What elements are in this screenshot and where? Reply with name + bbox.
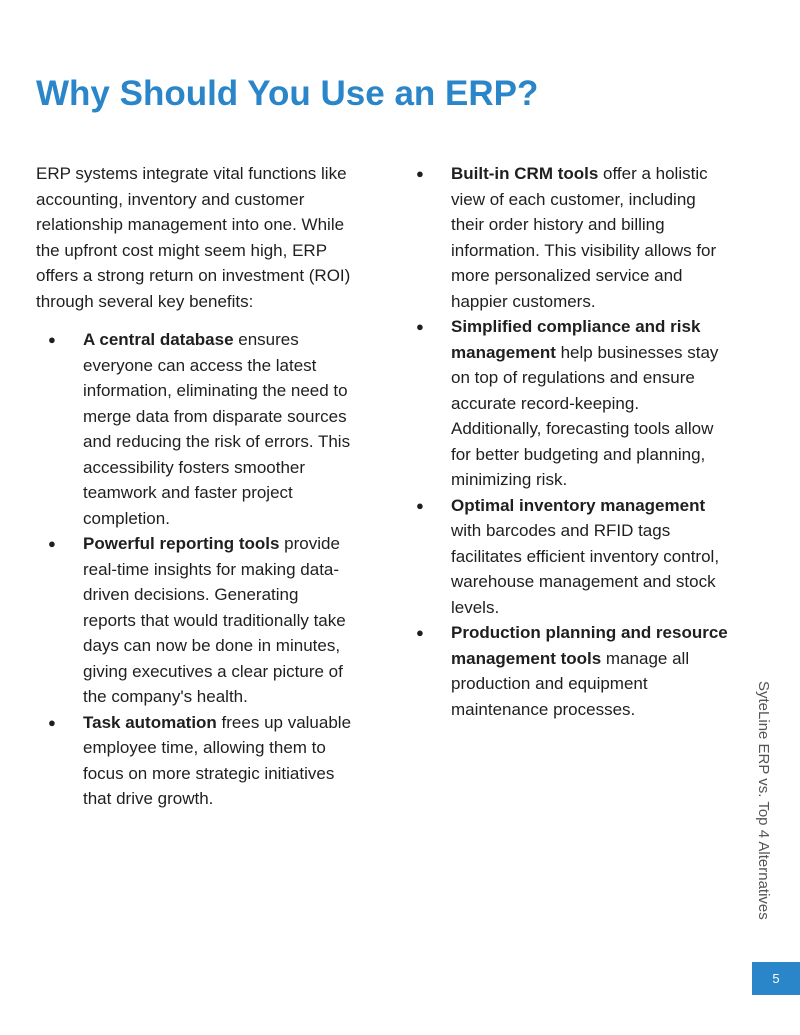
list-item <box>48 327 354 531</box>
bullet-icon: ● <box>48 332 56 347</box>
bullet-lead: Task automation <box>83 712 217 732</box>
bullet-icon: ● <box>416 625 424 640</box>
bullet-text: offer a holistic view of each customer, including their order history and billing information. This visibility allows for more personalized service and happier customers. <box>451 164 717 311</box>
bullet-text: help businesses stay on top of regulations and ensure accurate record-keeping. Additionally, forecasting tools allow for better budgeting and planning, minimizing risk. <box>451 342 719 489</box>
bullet-icon: ● <box>48 714 56 730</box>
bullet-icon: ● <box>416 166 424 181</box>
bullet-text: provide real-time insights for making data-driven decisions. Generating reports that would traditionally take days can now be done in minutes, giving executives a clear picture of the company's health. <box>83 534 346 706</box>
left-bullet-list <box>36 327 354 812</box>
list-item <box>48 710 354 812</box>
bullet-text: ensures everyone can access the latest information, eliminating the need to merge data from disparate sources and reducing the risk of errors. This accessibility fosters smoother teamwork and faster project completion. <box>83 330 351 528</box>
bullet-text: manage all production and equipment maintenance processes. <box>451 648 690 719</box>
document-side-label: SyteLine ERP vs. Top 4 Alternatives <box>755 681 772 920</box>
bullet-lead: Powerful reporting tools <box>83 534 280 553</box>
bullet-text: frees up valuable employee time, allowing them to focus on more strategic initiatives that drive growth. <box>83 712 352 808</box>
bullet-lead: Optimal inventory management <box>451 495 706 515</box>
bullet-text: with barcodes and RFID tags facilitates efficient inventory control, warehouse management and stock levels. <box>451 521 720 617</box>
list-item <box>416 620 728 722</box>
list-item <box>416 161 728 314</box>
bullet-lead: Simplified compliance and risk management <box>451 317 701 362</box>
bullet-lead: A central database <box>83 330 234 349</box>
bullet-icon: ● <box>48 536 56 551</box>
list-item <box>416 493 728 621</box>
bullet-icon: ● <box>416 319 424 334</box>
bullet-lead: Production planning and resource management tools <box>451 623 728 668</box>
left-column <box>36 161 354 812</box>
right-bullet-list <box>416 161 728 722</box>
list-item <box>48 531 354 710</box>
right-column <box>416 161 728 722</box>
page-number: 5 <box>772 971 780 986</box>
bullet-lead: Built-in CRM tools <box>451 164 599 183</box>
page-title: Why Should You Use an ERP? <box>36 74 539 113</box>
bullet-icon: ● <box>416 497 424 513</box>
list-item <box>416 314 728 493</box>
page-number-badge <box>752 962 800 995</box>
intro-paragraph: ERP systems integrate vital functions like accounting, inventory and customer relationship management into one. While the upfront cost might seem high, ERP offers a strong return on investment (ROI) through several key benefits: <box>36 164 351 311</box>
